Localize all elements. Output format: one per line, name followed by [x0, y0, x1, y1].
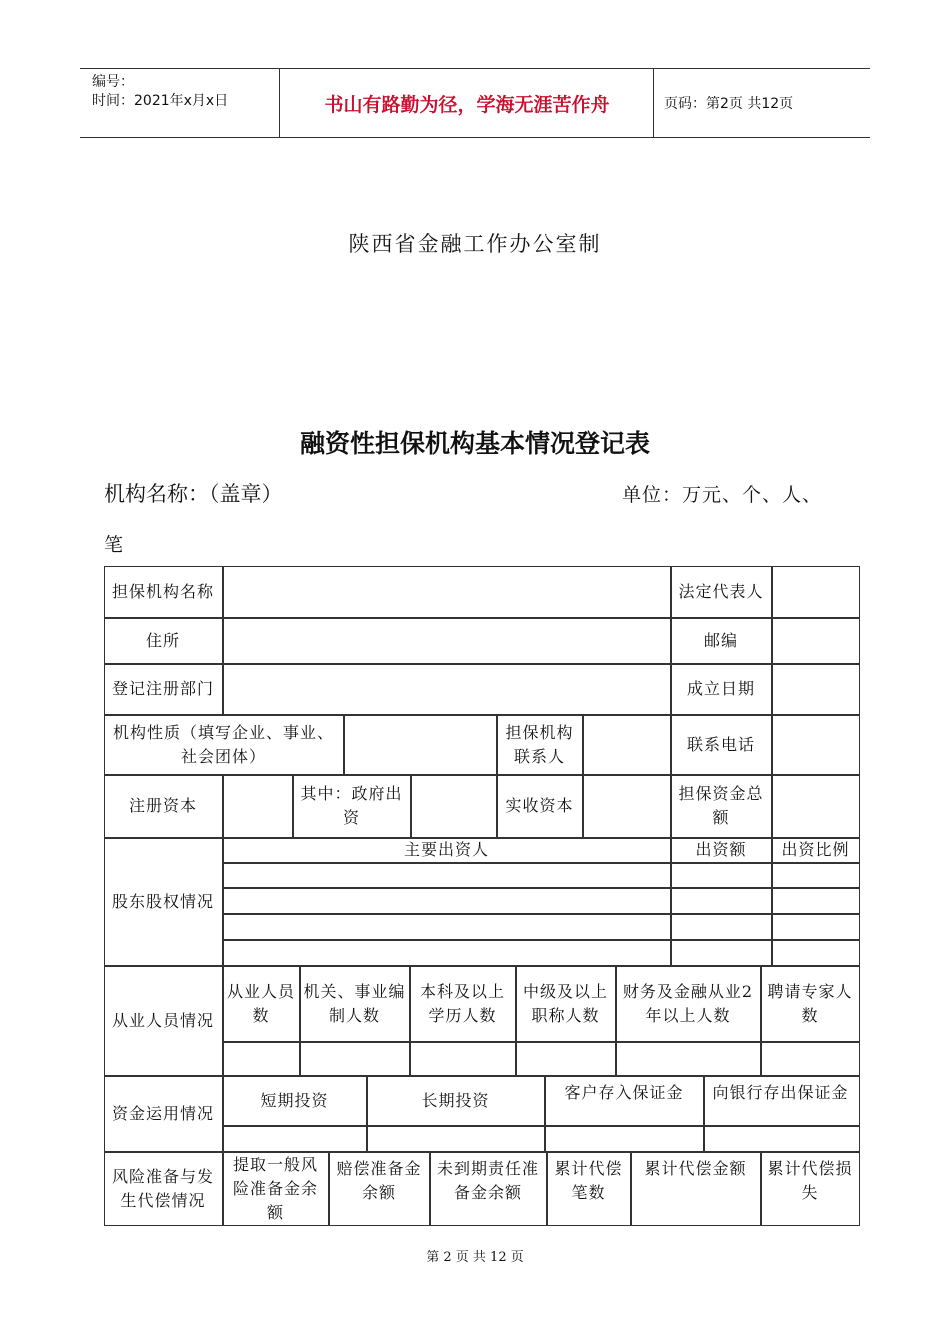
investor-amount-3[interactable]: [671, 914, 772, 940]
staff-bachelor-value[interactable]: [410, 1042, 516, 1076]
staff-count-header: 从业人员数: [223, 966, 300, 1042]
contact-person-label: 担保机构联系人: [497, 715, 583, 775]
page-footer: 第 2 页 共 12 页: [426, 1250, 524, 1265]
contact-person-value[interactable]: [583, 715, 671, 775]
reg-capital-label: 注册资本: [104, 775, 223, 838]
nature-label: 机构性质（填写企业、事业、社会团体）: [104, 715, 344, 775]
phone-value[interactable]: [772, 715, 860, 775]
staff-experts-header: 聘请专家人数: [761, 966, 860, 1042]
staff-experts-value[interactable]: [761, 1042, 860, 1076]
investor-amount-1[interactable]: [671, 863, 772, 888]
investor-ratio-3[interactable]: [772, 914, 860, 940]
main-investor-header: 主要出资人: [223, 838, 671, 863]
comp-reserve-header: 赔偿准备金余额: [329, 1152, 430, 1226]
ratio-header: 出资比例: [772, 838, 860, 863]
paid-capital-value[interactable]: [583, 775, 671, 838]
general-reserve-header: 提取一般风险准备金余额: [223, 1152, 329, 1226]
funds-label: 资金运用情况: [104, 1076, 223, 1152]
investment-header: 出资额: [671, 838, 772, 863]
guarantee-total-value[interactable]: [772, 775, 860, 838]
est-date-value[interactable]: [772, 664, 860, 715]
staff-label: 从业人员情况: [104, 966, 223, 1076]
guarantee-total-label: 担保资金总额: [671, 775, 772, 838]
staff-mid-title-header: 中级及以上职称人数: [516, 966, 616, 1042]
phone-label: 联系电话: [671, 715, 772, 775]
registration-table: [104, 566, 860, 1226]
unit-label: 单位：万元、个、人、: [622, 484, 823, 506]
staff-civil-value[interactable]: [300, 1042, 410, 1076]
address-value[interactable]: [223, 618, 671, 664]
unexpired-reserve-header: 未到期责任准备金余额: [430, 1152, 547, 1226]
cum-comp-loss-header: 累计代偿损失: [761, 1152, 860, 1226]
long-invest-value[interactable]: [367, 1126, 545, 1152]
paid-capital-label: 实收资本: [497, 775, 583, 838]
page-header: [80, 68, 870, 138]
unit-label-cont: 笔: [104, 534, 124, 556]
risk-label: 风险准备与发生代偿情况: [104, 1152, 223, 1226]
investor-name-2[interactable]: [223, 888, 671, 914]
staff-bachelor-header: 本科及以上学历人数: [410, 966, 516, 1042]
bank-deposit-header: 向银行存出保证金: [704, 1076, 860, 1126]
org-name-value[interactable]: [223, 566, 671, 618]
gov-capital-label: 其中：政府出资: [293, 775, 411, 838]
investor-name-3[interactable]: [223, 914, 671, 940]
cum-comp-count-header: 累计代偿笔数: [547, 1152, 631, 1226]
long-invest-header: 长期投资: [367, 1076, 545, 1126]
short-invest-value[interactable]: [223, 1126, 367, 1152]
postcode-value[interactable]: [772, 618, 860, 664]
time-label: 时间：2021年x月x日: [92, 93, 229, 109]
issuing-office: 陕西省金融工作办公室制: [348, 232, 602, 256]
investor-amount-2[interactable]: [671, 888, 772, 914]
header-motto: 书山有路勤为径，学海无涯苦作舟: [281, 69, 654, 137]
investor-ratio-1[interactable]: [772, 863, 860, 888]
shareholders-label: 股东股权情况: [104, 838, 223, 966]
postcode-label: 邮编: [671, 618, 772, 664]
form-title: 融资性担保机构基本情况登记表: [299, 429, 650, 458]
staff-civil-header: 机关、事业编制人数: [300, 966, 410, 1042]
reg-dept-label: 登记注册部门: [104, 664, 223, 715]
client-deposit-header: 客户存入保证金: [545, 1076, 704, 1126]
gov-capital-value[interactable]: [411, 775, 497, 838]
staff-count-value[interactable]: [223, 1042, 300, 1076]
cum-comp-amount-header: 累计代偿金额: [631, 1152, 761, 1226]
legal-rep-value[interactable]: [772, 566, 860, 618]
bank-deposit-value[interactable]: [704, 1126, 860, 1152]
staff-mid-title-value[interactable]: [516, 1042, 616, 1076]
address-label: 住所: [104, 618, 223, 664]
header-page-info: 页码：第2页 共12页: [664, 96, 794, 112]
short-invest-header: 短期投资: [223, 1076, 367, 1126]
investor-ratio-2[interactable]: [772, 888, 860, 914]
investor-name-4[interactable]: [223, 940, 671, 966]
investor-name-1[interactable]: [223, 863, 671, 888]
org-name-label: 机构名称：（盖章）: [104, 482, 283, 506]
reg-dept-value[interactable]: [223, 664, 671, 715]
client-deposit-value[interactable]: [545, 1126, 704, 1152]
number-label: 编号：: [92, 74, 134, 90]
staff-finance-value[interactable]: [616, 1042, 761, 1076]
header-meta: [80, 69, 280, 137]
nature-value[interactable]: [344, 715, 497, 775]
investor-amount-4[interactable]: [671, 940, 772, 966]
legal-rep-label: 法定代表人: [671, 566, 772, 618]
org-name-label-cell: 担保机构名称: [104, 566, 223, 618]
staff-finance-header: 财务及金融从业2年以上人数: [616, 966, 761, 1042]
investor-ratio-4[interactable]: [772, 940, 860, 966]
est-date-label: 成立日期: [671, 664, 772, 715]
reg-capital-value[interactable]: [223, 775, 293, 838]
